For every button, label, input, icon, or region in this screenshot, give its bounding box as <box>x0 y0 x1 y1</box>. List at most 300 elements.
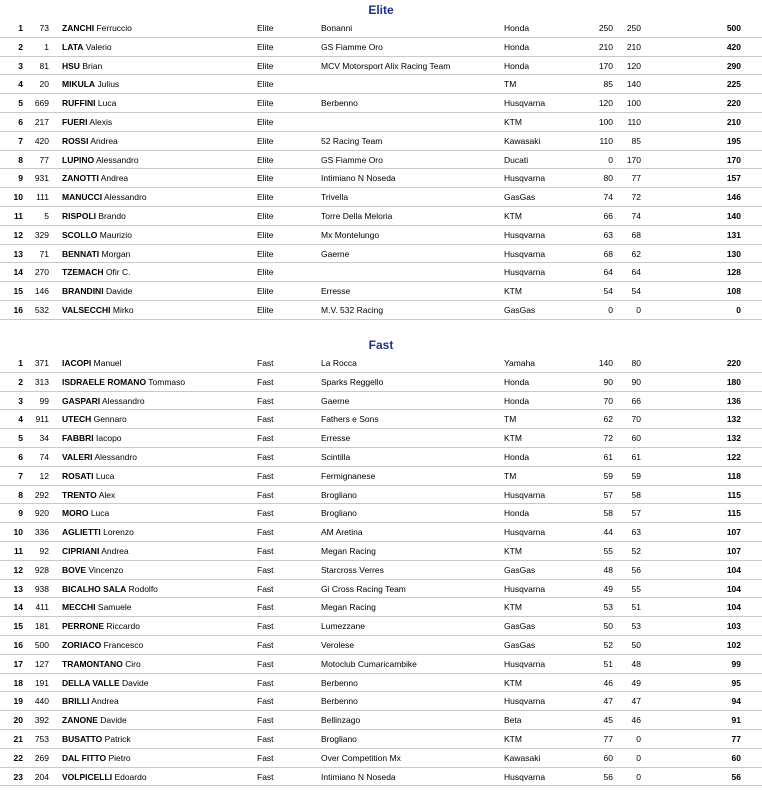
total-points-cell: 115 <box>727 489 741 500</box>
race1-points-cell: 80 <box>603 173 613 184</box>
race2-points-cell: 62 <box>631 248 641 259</box>
position-cell: 10 <box>13 192 23 203</box>
position-cell: 7 <box>18 135 23 146</box>
team-cell: Torre Della Meloria <box>321 210 393 221</box>
race1-points-cell: 90 <box>603 376 613 387</box>
rider-last-name: UTECH <box>62 414 92 425</box>
rider-first-name: Manuel <box>93 358 122 368</box>
race2-points-cell: 0 <box>636 733 641 744</box>
total-points-cell: 132 <box>726 433 741 444</box>
race1-points-cell: 54 <box>603 286 613 297</box>
race2-points-cell: 49 <box>631 677 641 688</box>
total-points-cell: 225 <box>726 79 741 90</box>
rider-number-cell: 329 <box>34 229 49 240</box>
race1-points-cell: 51 <box>603 658 613 669</box>
brand-cell: Husqvarna <box>504 267 546 278</box>
position-cell: 16 <box>13 639 23 650</box>
category-cell: Elite <box>257 286 274 297</box>
brand-cell: Honda <box>504 451 530 462</box>
category-cell: Fast <box>257 358 274 368</box>
position-cell: 4 <box>18 414 23 425</box>
race2-points-cell: 68 <box>631 229 641 240</box>
race2-points-cell: 80 <box>631 358 641 368</box>
rider-first-name: Iacopo <box>96 433 122 444</box>
team-cell: Lumezzane <box>321 621 365 632</box>
race2-points-cell: 120 <box>626 60 641 71</box>
total-points-cell: 136 <box>726 395 741 406</box>
race2-points-cell: 0 <box>636 304 641 315</box>
total-points-cell: 500 <box>726 23 741 33</box>
race2-points-cell: 51 <box>631 602 641 613</box>
rider-number-cell: 71 <box>39 248 49 259</box>
table-row <box>0 504 762 523</box>
category-cell: Elite <box>257 267 274 278</box>
total-points-cell: 210 <box>726 116 741 127</box>
rider-name-cell <box>62 584 158 594</box>
rider-number-cell: 931 <box>34 173 49 184</box>
team-cell: Berbenno <box>321 696 358 707</box>
rider-last-name: ROSSI <box>62 135 89 146</box>
brand-cell: Husqvarna <box>504 658 546 669</box>
race2-points-cell: 52 <box>631 545 641 556</box>
category-cell: Fast <box>257 696 274 707</box>
rider-number-cell: 411 <box>35 602 49 613</box>
total-points-cell: 0 <box>736 304 741 315</box>
rider-name-cell <box>62 621 140 631</box>
race1-points-cell: 85 <box>603 79 613 90</box>
category-cell: Fast <box>257 451 274 462</box>
rider-name-cell <box>62 230 132 240</box>
team-cell: Brogliano <box>321 489 357 500</box>
rider-name-cell <box>62 471 114 481</box>
rider-name-cell <box>62 452 137 462</box>
rider-first-name: Samuele <box>97 602 132 613</box>
table-row <box>0 38 762 57</box>
rider-first-name: Ofir C. <box>105 267 131 278</box>
position-cell: 6 <box>18 116 23 127</box>
total-points-cell: 140 <box>726 210 741 221</box>
rider-name-cell <box>62 734 131 744</box>
rider-last-name: MANUCCI <box>62 192 103 203</box>
table-row <box>0 373 762 392</box>
brand-cell: Husqvarna <box>504 489 546 500</box>
brand-cell: Husqvarna <box>504 527 546 538</box>
brand-cell: Husqvarna <box>504 98 546 109</box>
race2-points-cell: 53 <box>631 621 641 632</box>
rider-number-cell: 99 <box>39 395 49 406</box>
rider-last-name: RISPOLI <box>62 210 97 221</box>
rider-number-cell: 181 <box>34 621 49 632</box>
race2-points-cell: 0 <box>636 771 641 782</box>
rider-first-name: Ferruccio <box>96 23 132 33</box>
race1-points-cell: 68 <box>603 248 613 259</box>
brand-cell: KTM <box>504 210 522 221</box>
rider-first-name: Brian <box>82 60 103 71</box>
category-cell: Fast <box>257 639 274 650</box>
rider-last-name: FUERI <box>62 116 88 127</box>
race1-points-cell: 120 <box>598 98 613 109</box>
rider-name-cell <box>62 305 134 315</box>
rider-number-cell: 111 <box>36 192 49 203</box>
rider-name-cell <box>62 98 116 108</box>
position-cell: 8 <box>18 154 23 165</box>
table-row <box>0 410 762 429</box>
rider-number-cell: 127 <box>34 658 49 669</box>
table-row <box>0 392 762 411</box>
category-cell: Elite <box>257 304 274 315</box>
race2-points-cell: 0 <box>636 752 641 763</box>
position-cell: 1 <box>18 23 23 33</box>
brand-cell: TM <box>504 414 517 425</box>
team-cell: Gaerne <box>321 248 350 259</box>
rider-name-cell <box>62 155 139 165</box>
team-cell: Gi Cross Racing Team <box>321 583 406 594</box>
total-points-cell: 118 <box>727 470 741 481</box>
position-cell: 9 <box>18 173 23 184</box>
category-cell: Fast <box>257 583 274 594</box>
position-cell: 18 <box>13 677 23 688</box>
race1-points-cell: 46 <box>603 677 613 688</box>
position-cell: 5 <box>18 433 23 444</box>
brand-cell: Ducati <box>504 154 529 165</box>
table-row <box>0 263 762 282</box>
rider-number-cell: 336 <box>34 527 49 538</box>
rider-last-name: PERRONE <box>62 621 105 632</box>
table-row <box>0 486 762 505</box>
team-cell: Megan Racing <box>321 602 376 613</box>
brand-cell: Honda <box>504 60 530 71</box>
rider-last-name: BRILLI <box>62 696 90 707</box>
rider-last-name: RUFFINI <box>62 98 96 109</box>
rider-number-cell: 77 <box>39 154 49 165</box>
race1-points-cell: 0 <box>608 154 613 165</box>
table-row <box>0 542 762 561</box>
rider-name-cell <box>62 433 122 443</box>
total-points-cell: 115 <box>727 508 741 519</box>
category-cell: Fast <box>257 715 274 726</box>
total-points-cell: 157 <box>726 173 741 184</box>
rider-number-cell: 911 <box>35 414 49 425</box>
rider-first-name: Vincenzo <box>88 564 124 575</box>
rider-number-cell: 204 <box>34 771 49 782</box>
rider-name-cell <box>62 79 119 89</box>
rider-number-cell: 500 <box>34 639 49 650</box>
rider-number-cell: 92 <box>39 545 49 556</box>
rider-number-cell: 73 <box>39 23 49 33</box>
team-cell: Berbenno <box>321 98 358 109</box>
race1-points-cell: 74 <box>603 192 613 203</box>
rider-first-name: Alex <box>98 489 116 500</box>
rider-last-name: TRAMONTANO <box>62 658 123 669</box>
race1-points-cell: 110 <box>599 135 613 146</box>
brand-cell: Beta <box>504 715 522 726</box>
rider-last-name: VALSECCHI <box>62 304 111 315</box>
race1-points-cell: 63 <box>603 229 613 240</box>
position-cell: 11 <box>14 210 23 221</box>
rider-first-name: Rodolfo <box>128 583 158 594</box>
category-cell: Fast <box>257 470 274 481</box>
position-cell: 3 <box>18 60 23 71</box>
table-row <box>0 580 762 599</box>
table-row <box>0 354 762 373</box>
total-points-cell: 107 <box>726 527 741 538</box>
rider-first-name: Pietro <box>108 752 131 763</box>
rider-last-name: MORO <box>62 508 89 519</box>
category-cell: Fast <box>257 564 274 575</box>
brand-cell: Husqvarna <box>504 229 546 240</box>
category-cell: Fast <box>257 752 274 763</box>
category-cell: Fast <box>257 395 274 406</box>
rider-number-cell: 938 <box>34 583 49 594</box>
race2-points-cell: 210 <box>626 41 641 52</box>
rider-number-cell: 81 <box>39 60 49 71</box>
rider-number-cell: 5 <box>44 210 49 221</box>
rider-first-name: Riccardo <box>106 621 140 632</box>
position-cell: 22 <box>13 752 23 763</box>
rider-last-name: ZANONE <box>62 715 98 726</box>
team-cell: Erresse <box>321 286 351 297</box>
race1-points-cell: 77 <box>603 733 613 744</box>
team-cell: Sparks Reggello <box>321 376 384 387</box>
rider-number-cell: 532 <box>34 304 49 315</box>
category-cell: Elite <box>257 154 274 165</box>
rider-number-cell: 928 <box>34 564 49 575</box>
rider-first-name: Morgan <box>101 248 131 259</box>
rider-name-cell <box>62 396 145 406</box>
table-row <box>0 429 762 448</box>
rider-number-cell: 420 <box>34 135 49 146</box>
total-points-cell: 103 <box>726 621 741 632</box>
table-row <box>0 245 762 264</box>
total-points-cell: 91 <box>731 715 741 726</box>
rider-first-name: Alessandro <box>94 451 137 462</box>
table-row <box>0 207 762 226</box>
team-cell: Motoclub Cumaricambike <box>321 658 417 669</box>
rider-first-name: Luca <box>97 98 117 109</box>
category-cell: Elite <box>257 229 274 240</box>
position-cell: 2 <box>18 41 23 52</box>
rider-first-name: Tommaso <box>148 376 186 387</box>
table-row <box>0 749 762 768</box>
race2-points-cell: 74 <box>631 210 641 221</box>
race2-points-cell: 63 <box>631 527 641 538</box>
rider-first-name: Lorenzo <box>103 527 134 538</box>
rider-first-name: Gennaro <box>93 414 127 425</box>
table-row <box>0 730 762 749</box>
total-points-cell: 104 <box>726 583 741 594</box>
team-cell: Berbenno <box>321 677 358 688</box>
team-cell: Mx Montelungo <box>321 229 380 240</box>
rider-first-name: Maurizio <box>99 229 132 240</box>
total-points-cell: 170 <box>726 154 741 165</box>
total-points-cell: 107 <box>726 545 741 556</box>
total-points-cell: 146 <box>726 192 741 203</box>
team-cell: AM Aretina <box>321 527 363 538</box>
race2-points-cell: 58 <box>631 489 641 500</box>
category-cell: Elite <box>257 173 274 184</box>
table-row <box>0 113 762 132</box>
table-row <box>0 94 762 113</box>
category-cell: Elite <box>257 248 274 259</box>
position-cell: 4 <box>18 79 23 90</box>
position-cell: 9 <box>18 508 23 519</box>
position-cell: 13 <box>13 248 23 259</box>
race2-points-cell: 56 <box>631 564 641 575</box>
rider-first-name: Mirko <box>112 304 134 315</box>
brand-cell: GasGas <box>504 639 536 650</box>
rider-first-name: Brando <box>98 210 126 221</box>
position-cell: 15 <box>13 286 23 297</box>
position-cell: 14 <box>13 267 23 278</box>
category-cell: Elite <box>257 60 274 71</box>
race1-points-cell: 59 <box>603 470 613 481</box>
team-cell: Bellinzago <box>321 715 361 726</box>
rider-last-name: ZANOTTI <box>62 173 99 184</box>
position-cell: 7 <box>18 470 23 481</box>
table-row <box>0 523 762 542</box>
rider-name-cell <box>62 715 127 725</box>
race2-points-cell: 66 <box>631 395 641 406</box>
brand-cell: KTM <box>504 602 522 613</box>
brand-cell: Husqvarna <box>504 248 546 259</box>
table-row <box>0 57 762 76</box>
category-cell: Fast <box>257 771 274 782</box>
position-cell: 1 <box>18 358 23 368</box>
position-cell: 21 <box>13 733 23 744</box>
table-row <box>0 448 762 467</box>
table-row <box>0 617 762 636</box>
category-cell: Fast <box>257 489 274 500</box>
team-cell: GS Fiamme Oro <box>321 41 383 52</box>
rider-name-cell <box>62 753 131 763</box>
rider-last-name: TZEMACH <box>62 267 104 278</box>
rider-name-cell <box>62 23 132 33</box>
race2-points-cell: 60 <box>631 433 641 444</box>
rider-last-name: VALERI <box>62 451 93 462</box>
race2-points-cell: 110 <box>627 116 641 127</box>
brand-cell: TM <box>504 470 517 481</box>
rider-first-name: Davide <box>105 286 133 297</box>
rider-last-name: BUSATTO <box>62 733 103 744</box>
rider-first-name: Davide <box>100 715 127 726</box>
brand-cell: GasGas <box>504 304 536 315</box>
table-row <box>0 598 762 617</box>
race1-points-cell: 45 <box>603 715 613 726</box>
rider-number-cell: 217 <box>34 116 49 127</box>
race2-points-cell: 54 <box>631 286 641 297</box>
race2-points-cell: 61 <box>631 451 641 462</box>
rider-first-name: Alexis <box>89 116 113 127</box>
rider-name-cell <box>62 136 118 146</box>
rider-last-name: MIKULA <box>62 79 96 90</box>
team-cell: Fermignanese <box>321 470 376 481</box>
brand-cell: Yamaha <box>504 358 536 368</box>
rider-first-name: Luca <box>90 508 110 519</box>
category-cell: Elite <box>257 135 274 146</box>
race1-points-cell: 44 <box>603 527 613 538</box>
race2-points-cell: 50 <box>631 639 641 650</box>
team-cell: Starcross Verres <box>321 564 384 575</box>
rider-last-name: ZORIACO <box>62 639 102 650</box>
brand-cell: Husqvarna <box>504 771 546 782</box>
rider-last-name: LATA <box>62 41 84 52</box>
rider-first-name: Luca <box>95 470 115 481</box>
category-cell: Elite <box>257 210 274 221</box>
rider-name-cell <box>62 173 128 183</box>
brand-cell: Honda <box>504 508 530 519</box>
table-row <box>0 75 762 94</box>
team-cell: M.V. 532 Racing <box>321 304 384 315</box>
rider-last-name: ISDRAELE ROMANO <box>62 376 147 387</box>
brand-cell: KTM <box>504 433 522 444</box>
team-cell: Scintilla <box>321 451 351 462</box>
rider-number-cell: 313 <box>34 376 49 387</box>
rider-name-cell <box>62 358 122 368</box>
rider-last-name: DELLA VALLE <box>62 677 120 688</box>
race2-points-cell: 250 <box>626 23 641 33</box>
rider-last-name: DAL FITTO <box>62 752 107 763</box>
race2-points-cell: 72 <box>631 192 641 203</box>
rider-last-name: CIPRIANI <box>62 545 100 556</box>
brand-cell: GasGas <box>504 621 536 632</box>
rider-name-cell <box>62 565 123 575</box>
rider-last-name: BENNATI <box>62 248 100 259</box>
rider-name-cell <box>62 117 112 127</box>
rider-first-name: Alessandro <box>104 192 147 203</box>
rider-name-cell <box>62 546 129 556</box>
race1-points-cell: 210 <box>598 41 613 52</box>
rider-last-name: BRANDINI <box>62 286 104 297</box>
position-cell: 14 <box>13 602 23 613</box>
race1-points-cell: 66 <box>603 210 613 221</box>
rider-number-cell: 753 <box>34 733 49 744</box>
brand-cell: Kawasaki <box>504 752 541 763</box>
total-points-cell: 130 <box>726 248 741 259</box>
rider-first-name: Andrea <box>90 135 118 146</box>
table-row <box>0 561 762 580</box>
rider-name-cell <box>62 659 141 669</box>
race1-points-cell: 49 <box>603 583 613 594</box>
total-points-cell: 99 <box>731 658 741 669</box>
position-cell: 8 <box>18 489 23 500</box>
race2-points-cell: 59 <box>631 470 641 481</box>
category-cell: Fast <box>257 545 274 556</box>
total-points-cell: 104 <box>726 602 741 613</box>
position-cell: 10 <box>13 527 23 538</box>
rider-last-name: ROSATI <box>62 470 94 481</box>
total-points-cell: 132 <box>726 414 741 425</box>
position-cell: 3 <box>18 395 23 406</box>
rider-name-cell <box>62 772 147 782</box>
rider-first-name: Edoardo <box>114 771 147 782</box>
brand-cell: TM <box>504 79 517 90</box>
category-cell: Elite <box>257 79 274 90</box>
table-row <box>0 655 762 674</box>
category-cell: Elite <box>257 41 274 52</box>
rider-last-name: BOVE <box>62 564 87 575</box>
brand-cell: Honda <box>504 41 530 52</box>
category-cell: Fast <box>257 677 274 688</box>
rider-first-name: Francesco <box>103 639 144 650</box>
race2-points-cell: 46 <box>631 715 641 726</box>
rider-first-name: Valerio <box>85 41 112 52</box>
rider-name-cell <box>62 249 130 259</box>
rider-last-name: MECCHI <box>62 602 96 613</box>
rider-name-cell <box>62 42 112 52</box>
race1-points-cell: 60 <box>603 752 613 763</box>
team-cell: 52 Racing Team <box>321 135 383 146</box>
position-cell: 6 <box>18 451 23 462</box>
